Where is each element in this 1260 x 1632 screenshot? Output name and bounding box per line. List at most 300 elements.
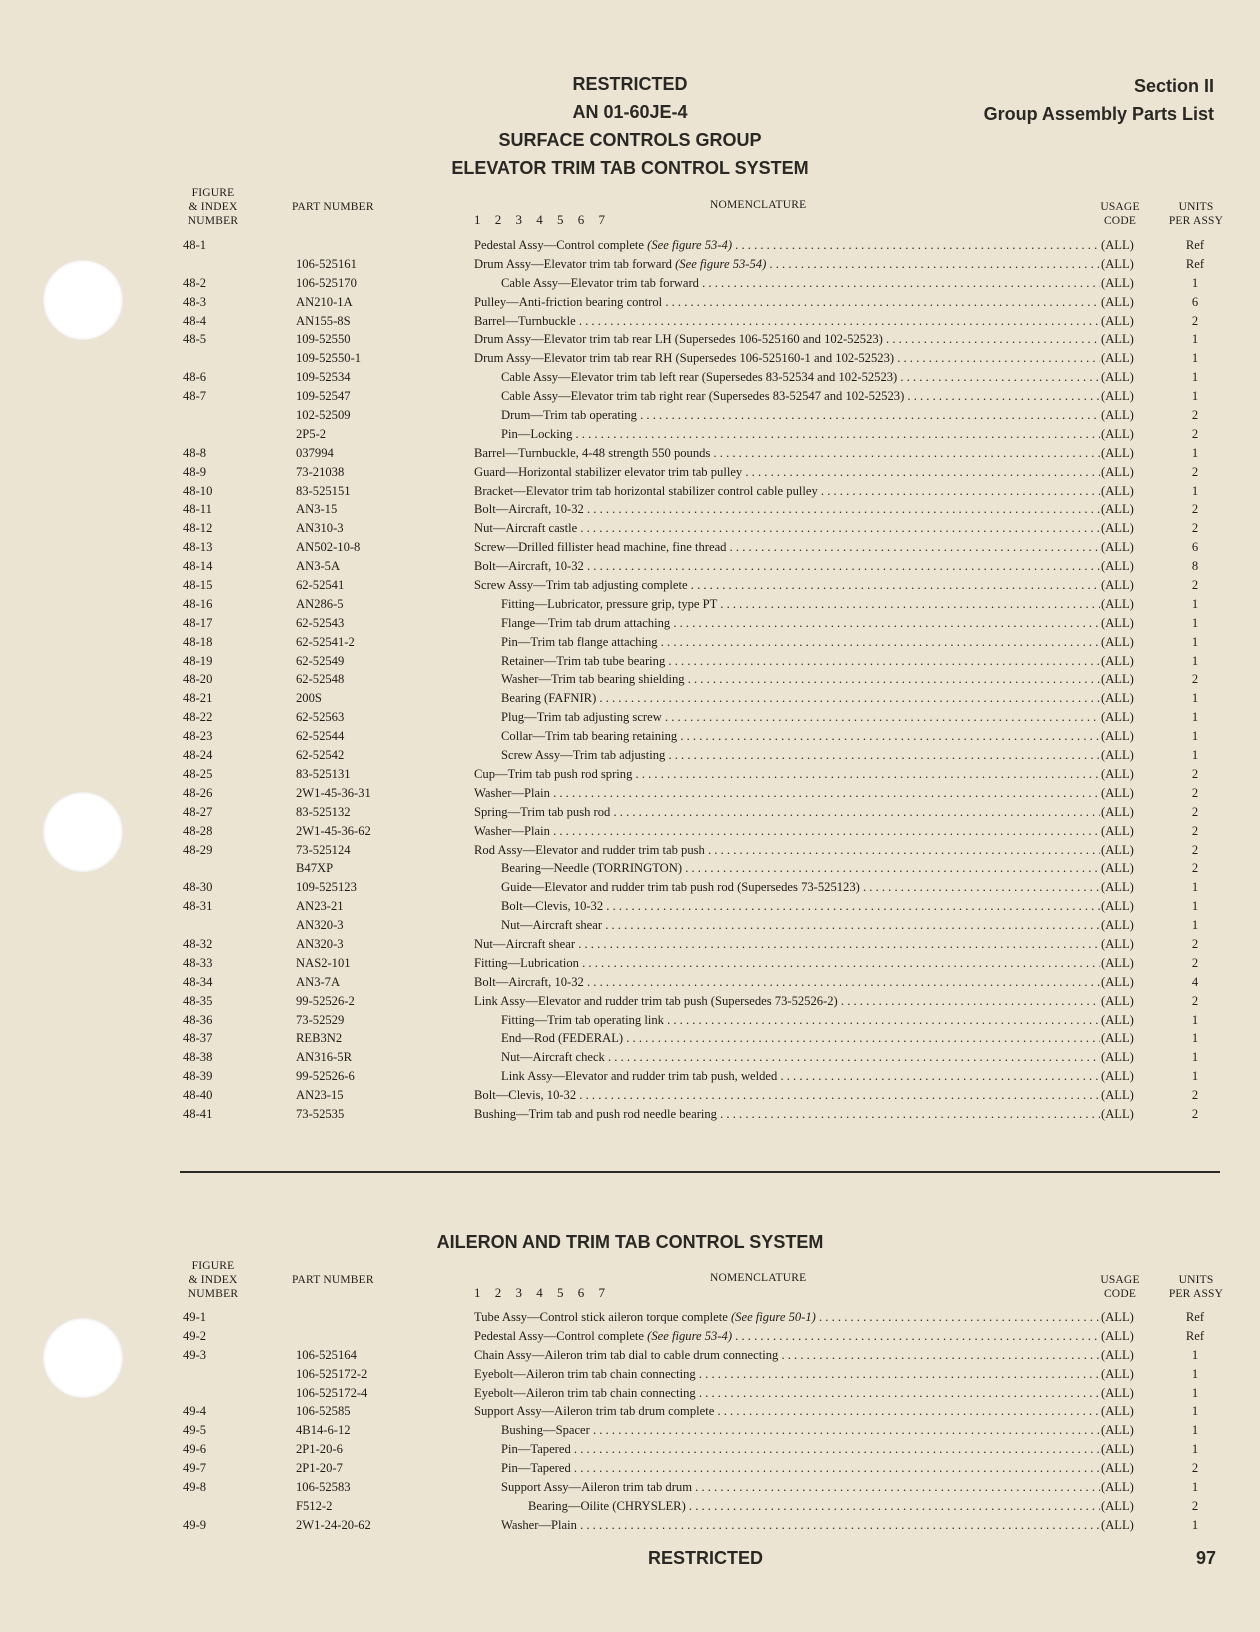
- units-per-assy: 2: [1191, 1088, 1199, 1103]
- figure-index: 48-30: [183, 880, 213, 895]
- part-number: 73-52529: [296, 1012, 345, 1027]
- figure-reference: (See figure 53-4): [647, 238, 733, 252]
- figure-index: 48-21: [183, 691, 213, 706]
- table-row: [0, 878, 1260, 897]
- nomenclature-text: Cable Assy—Elevator trim tab left rear (Supersedes 83-52534 and 102-52523): [501, 370, 898, 385]
- usage-code: (ALL): [1100, 689, 1161, 708]
- system-title-elevator: ELEVATOR TRIM TAB CONTROL SYSTEM: [451, 158, 809, 178]
- indent-digits-2: 1 2 3 4 5 6 7: [474, 1285, 605, 1300]
- units-per-assy: 2: [1191, 993, 1199, 1008]
- nomenclature-text: Fitting—Lubrication: [474, 955, 579, 970]
- table-row: [0, 293, 1260, 312]
- figure-index: 48-38: [183, 1050, 213, 1065]
- figure-index: 48-16: [183, 596, 213, 611]
- units-per-assy: 8: [1191, 559, 1199, 574]
- nomenclature-text: Pedestal Assy—Control complete: [474, 238, 648, 252]
- nomenclature: [474, 670, 1150, 689]
- table-row: [0, 822, 1260, 841]
- figure-index: 49-8: [183, 1480, 207, 1495]
- usage-code: (ALL): [1100, 670, 1161, 689]
- usage-code: (ALL): [1100, 1346, 1161, 1365]
- table-row: [0, 916, 1260, 935]
- units-per-assy: 2: [1191, 1498, 1199, 1513]
- nomenclature-text: Eyebolt—Aileron trim tab chain connecting: [474, 1366, 696, 1381]
- part-number: 62-52548: [296, 672, 345, 687]
- nomenclature: [474, 859, 1150, 878]
- figure-index: 48-15: [183, 578, 213, 593]
- part-number: F512-2: [296, 1498, 333, 1513]
- nomenclature-text: Pin—Tapered: [501, 1442, 571, 1457]
- nomenclature: [474, 274, 1150, 293]
- part-number: 106-525172-2: [296, 1366, 368, 1381]
- figure-index: 48-23: [183, 729, 213, 744]
- nomenclature: [474, 1421, 1150, 1440]
- usage-code: (ALL): [1100, 557, 1161, 576]
- col-part-header: PART NUMBER: [292, 201, 374, 213]
- usage-code: (ALL): [1100, 1459, 1161, 1478]
- nomenclature: [474, 784, 1150, 803]
- nomenclature-text: Plug—Trim tab adjusting screw: [501, 710, 662, 725]
- figure-index: 48-1: [183, 238, 207, 252]
- table-row: [0, 1459, 1260, 1478]
- part-number: 109-52550-1: [296, 351, 362, 366]
- part-number: 106-52583: [296, 1480, 351, 1495]
- table-row: [0, 859, 1260, 878]
- table-row: [0, 1067, 1260, 1086]
- part-number: 2P1-20-7: [296, 1461, 343, 1476]
- part-number: 2W1-24-20-62: [296, 1517, 371, 1532]
- nomenclature: [474, 765, 1150, 784]
- nomenclature-text: Cup—Trim tab push rod spring: [474, 766, 633, 781]
- part-number: 62-52544: [296, 729, 345, 744]
- usage-code: (ALL): [1100, 1086, 1161, 1105]
- table-row: [0, 387, 1260, 406]
- part-number: 109-52550: [296, 332, 351, 347]
- usage-code: (ALL): [1100, 935, 1161, 954]
- nomenclature: [474, 406, 1150, 425]
- nomenclature-text: Collar—Trim tab bearing retaining: [501, 729, 678, 744]
- nomenclature: [474, 1365, 1150, 1384]
- nomenclature: [474, 841, 1150, 860]
- units-per-assy: 1: [1191, 710, 1199, 725]
- part-number: 83-525151: [296, 483, 351, 498]
- nomenclature: [474, 614, 1150, 633]
- table-row: [0, 1011, 1260, 1030]
- part-number: 83-525132: [296, 804, 351, 819]
- part-number: 73-52535: [296, 1106, 345, 1121]
- usage-code: (ALL): [1100, 1402, 1161, 1421]
- usage-code: (ALL): [1100, 1029, 1161, 1048]
- col-figure-header: FIGURE & INDEX NUMBER: [187, 187, 239, 227]
- units-per-assy: 1: [1191, 370, 1199, 385]
- nomenclature-text: Screw Assy—Trim tab adjusting: [501, 748, 666, 763]
- nomenclature: [474, 916, 1150, 935]
- usage-code: (ALL): [1100, 633, 1161, 652]
- aileron-parts-table: [0, 1308, 1260, 1535]
- table-row: [0, 841, 1260, 860]
- part-number: 037994: [296, 445, 334, 460]
- units-per-assy: 1: [1191, 899, 1199, 914]
- figure-reference: (See figure 50-1): [730, 1310, 816, 1324]
- units-per-assy: 2: [1191, 936, 1199, 951]
- nomenclature-text: Washer—Plain: [474, 823, 550, 838]
- table-row: [0, 1327, 1260, 1346]
- table-row: [0, 519, 1260, 538]
- part-number: 106-525164: [296, 1347, 357, 1362]
- units-per-assy: 2: [1191, 955, 1199, 970]
- units-per-assy: 1: [1191, 1347, 1199, 1362]
- part-number: AN286-5: [296, 596, 344, 611]
- usage-code: (ALL): [1100, 1327, 1161, 1346]
- units-per-assy: 2: [1191, 842, 1199, 857]
- nomenclature-text: Chain Assy—Aileron trim tab dial to cable drum connecting: [474, 1347, 779, 1362]
- usage-code: (ALL): [1100, 500, 1161, 519]
- table-row: [0, 954, 1260, 973]
- usage-code: (ALL): [1100, 727, 1161, 746]
- usage-code: (ALL): [1100, 255, 1161, 274]
- part-number: 106-525161: [296, 256, 357, 271]
- units-per-assy: 1: [1191, 445, 1199, 460]
- nomenclature-text: Drum Assy—Elevator trim tab rear RH (Supersedes 106-525160-1 and 102-52523): [474, 351, 895, 366]
- col-nomenclature-header-2: NOMENCLATURE: [710, 1272, 807, 1284]
- nomenclature-text: Cable Assy—Elevator trim tab right rear (Supersedes 83-52547 and 102-52523): [501, 389, 905, 404]
- nomenclature-text: Rod Assy—Elevator and rudder trim tab push: [474, 842, 705, 857]
- table-row: [0, 425, 1260, 444]
- nomenclature: [474, 349, 1150, 368]
- usage-code: (ALL): [1100, 463, 1161, 482]
- col-usage-header-2: USAGE CODE: [1100, 1274, 1140, 1300]
- figure-index: 49-2: [183, 1328, 207, 1343]
- units-per-assy: 1: [1191, 332, 1199, 347]
- units-per-assy: 2: [1191, 502, 1199, 517]
- figure-index: 48-39: [183, 1069, 213, 1084]
- table-row: [0, 973, 1260, 992]
- figure-reference: (See figure 53-54): [675, 256, 767, 271]
- units-per-assy: 1: [1191, 1517, 1199, 1532]
- nomenclature: [474, 633, 1150, 652]
- units-per-assy: 2: [1191, 1106, 1199, 1121]
- table-row: [0, 236, 1260, 255]
- figure-index: 48-32: [183, 936, 213, 951]
- figure-index: 48-27: [183, 804, 213, 819]
- units-per-assy: 1: [1191, 880, 1199, 895]
- nomenclature-text: Guard—Horizontal stabilizer elevator trim tab pulley: [474, 464, 743, 479]
- usage-code: (ALL): [1100, 765, 1161, 784]
- usage-code: (ALL): [1100, 312, 1161, 331]
- nomenclature: [474, 576, 1150, 595]
- elevator-parts-table: [0, 236, 1260, 1124]
- usage-code: (ALL): [1100, 1440, 1161, 1459]
- part-number: AN155-8S: [296, 313, 351, 328]
- units-per-assy: 1: [1191, 748, 1199, 763]
- table-row: [0, 255, 1260, 274]
- part-number: 109-52547: [296, 389, 351, 404]
- part-number: 99-52526-6: [296, 1069, 355, 1084]
- part-number: 62-52541-2: [296, 634, 355, 649]
- nomenclature-text: Tube Assy—Control stick aileron torque complete: [474, 1310, 731, 1324]
- table-row: [0, 689, 1260, 708]
- nomenclature-text: Pin—Tapered: [501, 1461, 571, 1476]
- part-number: 73-525124: [296, 842, 351, 857]
- nomenclature: [474, 727, 1150, 746]
- nomenclature: [474, 1478, 1150, 1497]
- nomenclature-text: Bolt—Aircraft, 10-32: [474, 559, 584, 574]
- usage-code: (ALL): [1100, 652, 1161, 671]
- table-row: [0, 727, 1260, 746]
- table-row: [0, 935, 1260, 954]
- usage-code: (ALL): [1100, 1105, 1161, 1124]
- figure-index: 48-8: [183, 445, 207, 460]
- figure-index: 49-6: [183, 1442, 207, 1457]
- units-per-assy: 1: [1191, 615, 1199, 630]
- part-number: B47XP: [296, 861, 334, 876]
- nomenclature: [474, 500, 1150, 519]
- units-per-assy: 4: [1191, 974, 1199, 989]
- units-per-assy: Ref: [1185, 1328, 1205, 1343]
- col-figure-header-2: FIGURE & INDEX NUMBER: [187, 1260, 239, 1300]
- nomenclature-text: Fitting—Lubricator, pressure grip, type PT: [501, 596, 718, 611]
- figure-index: 49-7: [183, 1461, 207, 1476]
- usage-code: (ALL): [1100, 784, 1161, 803]
- units-per-assy: Ref: [1185, 238, 1205, 252]
- col-units-header: UNITS PER ASSY: [1168, 201, 1224, 227]
- part-number: 106-525170: [296, 275, 357, 290]
- usage-code: (ALL): [1100, 992, 1161, 1011]
- units-per-assy: 6: [1191, 540, 1199, 555]
- table-row: [0, 1365, 1260, 1384]
- nomenclature: [474, 1048, 1150, 1067]
- table-row: [0, 406, 1260, 425]
- figure-index: 48-31: [183, 899, 213, 914]
- nomenclature-text: Cable Assy—Elevator trim tab forward: [501, 275, 699, 290]
- figure-index: 49-4: [183, 1404, 207, 1419]
- usage-code: (ALL): [1100, 349, 1161, 368]
- usage-code: (ALL): [1100, 897, 1161, 916]
- table-row: [0, 784, 1260, 803]
- units-per-assy: 1: [1191, 691, 1199, 706]
- usage-code: (ALL): [1100, 859, 1161, 878]
- units-per-assy: 2: [1191, 672, 1199, 687]
- nomenclature: [474, 1029, 1150, 1048]
- units-per-assy: 2: [1191, 804, 1199, 819]
- units-per-assy: 1: [1191, 1366, 1199, 1381]
- table-row: [0, 349, 1260, 368]
- units-per-assy: 2: [1191, 861, 1199, 876]
- nomenclature: [474, 1105, 1150, 1124]
- table-row: [0, 633, 1260, 652]
- figure-index: 48-7: [183, 389, 207, 404]
- nomenclature-text: Barrel—Turnbuckle: [474, 313, 576, 328]
- nomenclature: [474, 803, 1150, 822]
- nomenclature-text: Support Assy—Aileron trim tab drum: [501, 1480, 692, 1495]
- figure-index: 48-40: [183, 1088, 213, 1103]
- units-per-assy: 2: [1191, 464, 1199, 479]
- nomenclature: [474, 973, 1150, 992]
- usage-code: (ALL): [1100, 1308, 1161, 1327]
- table-row: [0, 765, 1260, 784]
- nomenclature: [474, 878, 1150, 897]
- nomenclature: [474, 312, 1150, 331]
- nomenclature: [474, 1402, 1150, 1421]
- nomenclature-text: Bushing—Trim tab and push rod needle bearing: [474, 1106, 717, 1121]
- nomenclature-text: Retainer—Trim tab tube bearing: [501, 653, 666, 668]
- part-number: 62-52549: [296, 653, 345, 668]
- nomenclature-text: Nut—Aircraft shear: [501, 918, 603, 933]
- usage-code: (ALL): [1100, 1067, 1161, 1086]
- part-number: 106-525172-4: [296, 1385, 368, 1400]
- nomenclature-text: Link Assy—Elevator and rudder trim tab push (Supersedes 73-52526-2): [474, 993, 838, 1008]
- units-per-assy: 1: [1191, 596, 1199, 611]
- part-number: AN23-21: [296, 899, 344, 914]
- figure-index: 48-34: [183, 974, 213, 989]
- nomenclature: [474, 935, 1150, 954]
- nomenclature: [474, 708, 1150, 727]
- nomenclature: [474, 746, 1150, 765]
- nomenclature-text: Bolt—Clevis, 10-32: [501, 899, 604, 914]
- table-row: [0, 444, 1260, 463]
- nomenclature-text: Washer—Trim tab bearing shielding: [501, 672, 685, 687]
- figure-index: 48-19: [183, 653, 213, 668]
- footer-restricted: RESTRICTED: [648, 1548, 764, 1568]
- nomenclature: [474, 330, 1150, 349]
- part-number: AN3-7A: [296, 974, 341, 989]
- figure-index: 48-9: [183, 464, 207, 479]
- nomenclature-text: Bracket—Elevator trim tab horizontal stabilizer control cable pulley: [474, 483, 818, 498]
- col-units-header-2: UNITS PER ASSY: [1168, 1274, 1224, 1300]
- figure-index: 49-3: [183, 1347, 207, 1362]
- section-title: Group Assembly Parts List: [983, 104, 1214, 124]
- part-number: AN310-3: [296, 521, 344, 536]
- table-row: [0, 1308, 1260, 1327]
- table-row: [0, 708, 1260, 727]
- nomenclature: [474, 1346, 1150, 1365]
- table-row: [0, 1105, 1260, 1124]
- part-number: AN3-15: [296, 502, 338, 517]
- usage-code: (ALL): [1100, 803, 1161, 822]
- table-row: [0, 897, 1260, 916]
- usage-code: (ALL): [1100, 614, 1161, 633]
- part-number: AN316-5R: [296, 1050, 352, 1065]
- part-number: 200S: [296, 691, 322, 706]
- usage-code: (ALL): [1100, 841, 1161, 860]
- table-row: [0, 482, 1260, 501]
- usage-code: (ALL): [1100, 368, 1161, 387]
- figure-index: 48-29: [183, 842, 213, 857]
- part-number: AN3-5A: [296, 559, 341, 574]
- part-number: 62-52543: [296, 615, 345, 630]
- part-number: 2W1-45-36-62: [296, 823, 371, 838]
- nomenclature: [474, 954, 1150, 973]
- usage-code: (ALL): [1100, 1365, 1161, 1384]
- units-per-assy: 1: [1191, 653, 1199, 668]
- table-row: [0, 746, 1260, 765]
- part-number: 99-52526-2: [296, 993, 355, 1008]
- table-row: [0, 368, 1260, 387]
- nomenclature-text: Bearing—Needle (TORRINGTON): [501, 861, 683, 876]
- units-per-assy: 2: [1191, 313, 1199, 328]
- units-per-assy: 1: [1191, 1031, 1199, 1046]
- nomenclature-text: End—Rod (FEDERAL): [501, 1031, 624, 1046]
- figure-index: 48-10: [183, 483, 213, 498]
- part-number: 2P1-20-6: [296, 1442, 343, 1457]
- units-per-assy: 1: [1191, 1050, 1199, 1065]
- usage-code: (ALL): [1100, 519, 1161, 538]
- nomenclature: [474, 482, 1150, 501]
- units-per-assy: Ref: [1185, 1310, 1205, 1324]
- units-per-assy: 1: [1191, 1404, 1199, 1419]
- units-per-assy: 2: [1191, 408, 1199, 423]
- nomenclature-text: Spring—Trim tab push rod: [474, 804, 611, 819]
- nomenclature: [474, 595, 1150, 614]
- usage-code: (ALL): [1100, 708, 1161, 727]
- table-row: [0, 1384, 1260, 1403]
- figure-index: 49-9: [183, 1517, 207, 1532]
- nomenclature: [474, 992, 1150, 1011]
- usage-code: (ALL): [1100, 330, 1161, 349]
- part-number: 109-525123: [296, 880, 357, 895]
- part-number: 109-52534: [296, 370, 351, 385]
- part-number: AN320-3: [296, 936, 344, 951]
- nomenclature: [474, 1440, 1150, 1459]
- usage-code: (ALL): [1100, 878, 1161, 897]
- nomenclature-text: Eyebolt—Aileron trim tab chain connecting: [474, 1385, 696, 1400]
- units-per-assy: 1: [1191, 634, 1199, 649]
- nomenclature-text: Washer—Plain: [474, 785, 550, 800]
- col-nomenclature-header: NOMENCLATURE: [710, 199, 807, 211]
- nomenclature: [474, 1516, 1150, 1535]
- page-number: 97: [1196, 1548, 1217, 1568]
- nomenclature-text: Bolt—Clevis, 10-32: [474, 1088, 577, 1103]
- usage-code: (ALL): [1100, 1478, 1161, 1497]
- nomenclature: [474, 652, 1150, 671]
- figure-index: 48-14: [183, 559, 213, 574]
- table-row: [0, 670, 1260, 689]
- usage-code: (ALL): [1100, 482, 1161, 501]
- figure-index: 48-35: [183, 993, 213, 1008]
- usage-code: (ALL): [1100, 916, 1161, 935]
- nomenclature: [474, 1327, 1150, 1346]
- nomenclature-text: Pin—Locking: [501, 426, 573, 441]
- units-per-assy: 1: [1191, 1069, 1199, 1084]
- units-per-assy: 1: [1191, 1423, 1199, 1438]
- nomenclature: [474, 1011, 1150, 1030]
- group-title: SURFACE CONTROLS GROUP: [498, 130, 762, 150]
- table-row: [0, 1497, 1260, 1516]
- usage-code: (ALL): [1100, 274, 1161, 293]
- usage-code: (ALL): [1100, 387, 1161, 406]
- nomenclature-text: Barrel—Turnbuckle, 4-48 strength 550 pounds: [474, 445, 711, 460]
- nomenclature: [474, 425, 1150, 444]
- units-per-assy: 1: [1191, 351, 1199, 366]
- part-number: 102-52509: [296, 408, 351, 423]
- nomenclature-text: Pulley—Anti-friction bearing control: [474, 294, 663, 309]
- table-row: [0, 1086, 1260, 1105]
- part-number: 62-52541: [296, 578, 345, 593]
- table-row: [0, 1421, 1260, 1440]
- table-row: [0, 1478, 1260, 1497]
- section-label: Section II: [1133, 76, 1214, 96]
- table-row: [0, 652, 1260, 671]
- table-row: [0, 1029, 1260, 1048]
- nomenclature-text: Screw—Drilled fillister head machine, fine thread: [474, 540, 727, 555]
- units-per-assy: 1: [1191, 1385, 1199, 1400]
- usage-code: (ALL): [1100, 538, 1161, 557]
- figure-index: 48-33: [183, 955, 213, 970]
- usage-code: (ALL): [1100, 1497, 1161, 1516]
- part-number: AN502-10-8: [296, 540, 361, 555]
- figure-index: 48-20: [183, 672, 213, 687]
- nomenclature-text: Bearing—Oilite (CHRYSLER): [528, 1498, 686, 1513]
